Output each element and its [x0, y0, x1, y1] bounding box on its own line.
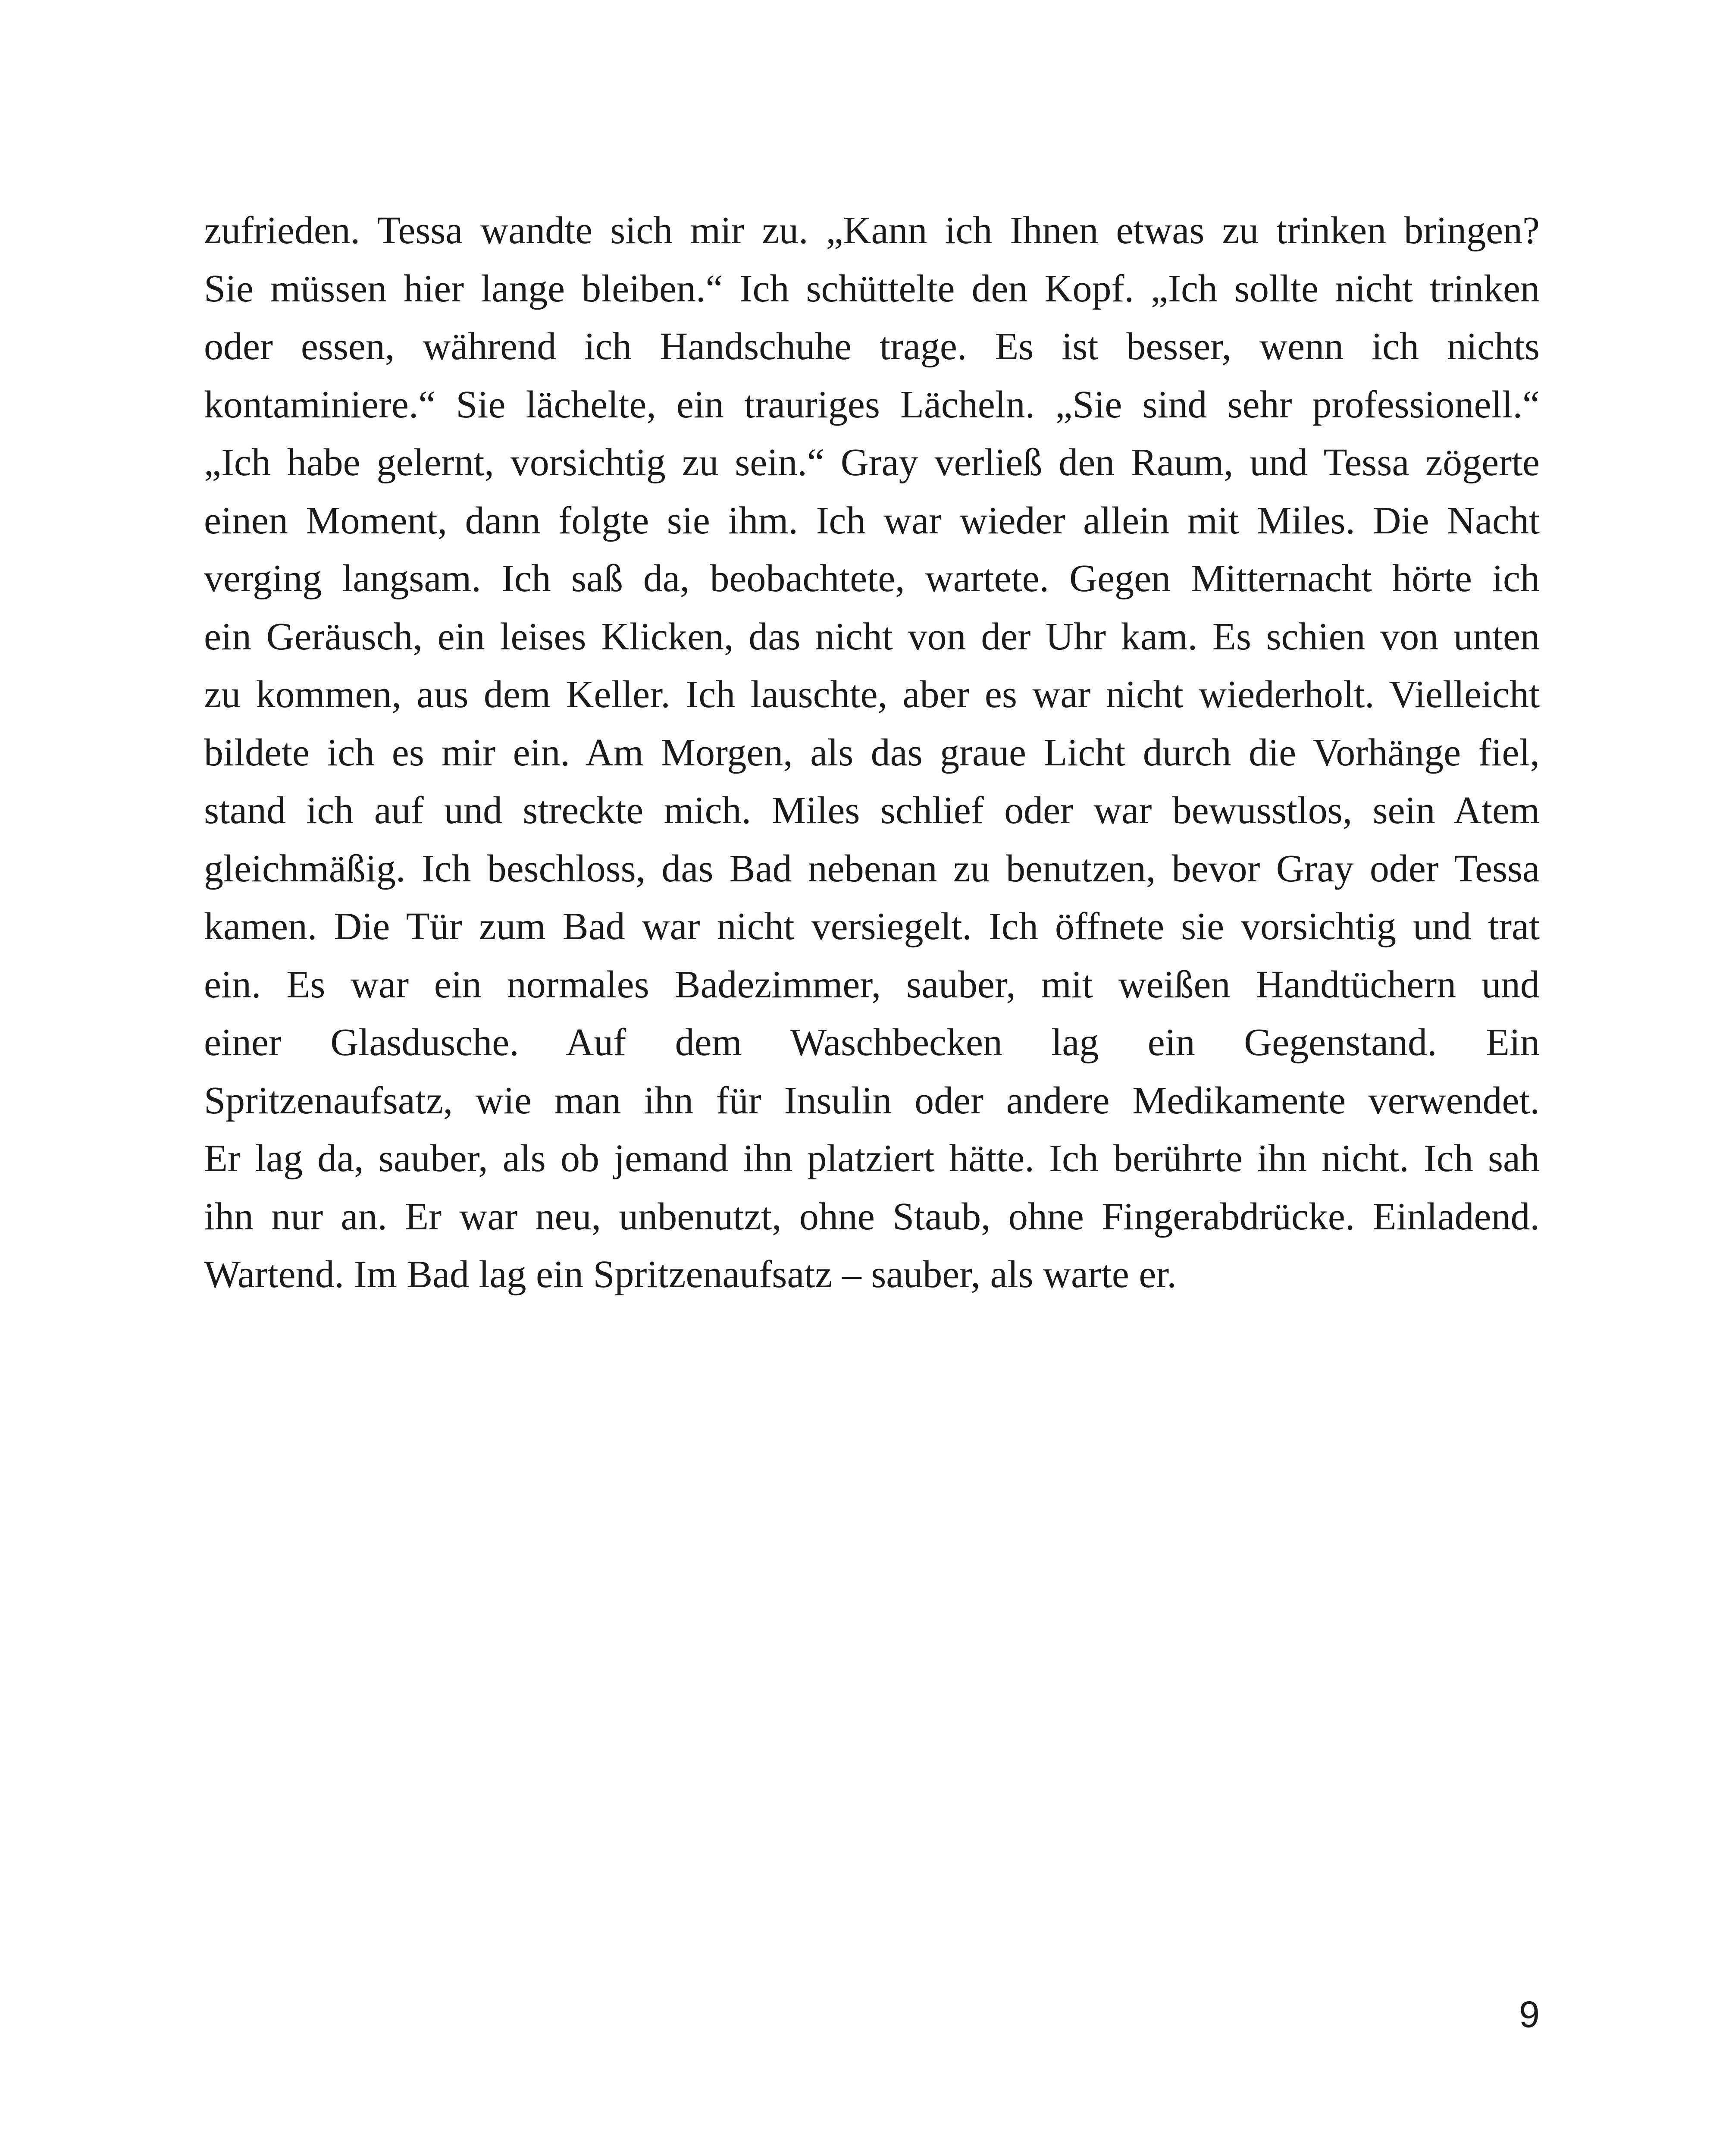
text-line: oder essen, während ich Handschuhe trage. Es ist besser, wenn ich nichts: [204, 325, 1540, 368]
text-line: ein. Es war ein normales Badezimmer, sauber, mit weißen Handtüchern und: [204, 963, 1540, 1006]
text-line: einer Glasdusche. Auf dem Waschbecken lag ein Gegenstand. Ein: [204, 1021, 1540, 1064]
text-line: zu kommen, aus dem Keller. Ich lauschte, aber es war nicht wiederholt. Vielleicht: [204, 673, 1540, 716]
text-line: gleichmäßig. Ich beschloss, das Bad nebenan zu benutzen, bevor Gray oder Tessa: [204, 847, 1540, 890]
text-line: verging langsam. Ich saß da, beobachtete, wartete. Gegen Mitternacht hörte ich: [204, 557, 1540, 600]
text-line: stand ich auf und streckte mich. Miles schlief oder war bewusstlos, sein Atem: [204, 789, 1540, 832]
body-text: [204, 202, 1540, 1304]
text-line: „Ich habe gelernt, vorsichtig zu sein.“ Gray verließ den Raum, und Tessa zögerte: [204, 441, 1540, 484]
text-line: Er lag da, sauber, als ob jemand ihn platziert hätte. Ich berührte ihn nicht. Ich sah: [204, 1137, 1540, 1180]
text-line: kontaminiere.“ Sie lächelte, ein trauriges Lächeln. „Sie sind sehr professionell.“: [204, 383, 1540, 426]
text-line: zufrieden. Tessa wandte sich mir zu. „Kann ich Ihnen etwas zu trinken bringen?: [204, 209, 1540, 252]
page-number: 9: [1519, 1994, 1540, 2035]
text-line: Sie müssen hier lange bleiben.“ Ich schüttelte den Kopf. „Ich sollte nicht trinken: [204, 267, 1540, 310]
text-line: ein Geräusch, ein leises Klicken, das nicht von der Uhr kam. Es schien von unten: [204, 615, 1540, 658]
text-line: ihn nur an. Er war neu, unbenutzt, ohne Staub, ohne Fingerabdrücke. Einladend.: [204, 1195, 1540, 1238]
text-line-last: Wartend. Im Bad lag ein Spritzenaufsatz – sauber, als warte er.: [204, 1253, 1177, 1296]
text-line: kamen. Die Tür zum Bad war nicht versiegelt. Ich öffnete sie vorsichtig und trat: [204, 905, 1540, 948]
text-line: bildete ich es mir ein. Am Morgen, als das graue Licht durch die Vorhänge fiel,: [204, 731, 1540, 774]
text-line: einen Moment, dann folgte sie ihm. Ich war wieder allein mit Miles. Die Nacht: [204, 499, 1540, 542]
text-line: Spritzenaufsatz, wie man ihn für Insulin oder andere Medikamente verwendet.: [204, 1079, 1540, 1122]
